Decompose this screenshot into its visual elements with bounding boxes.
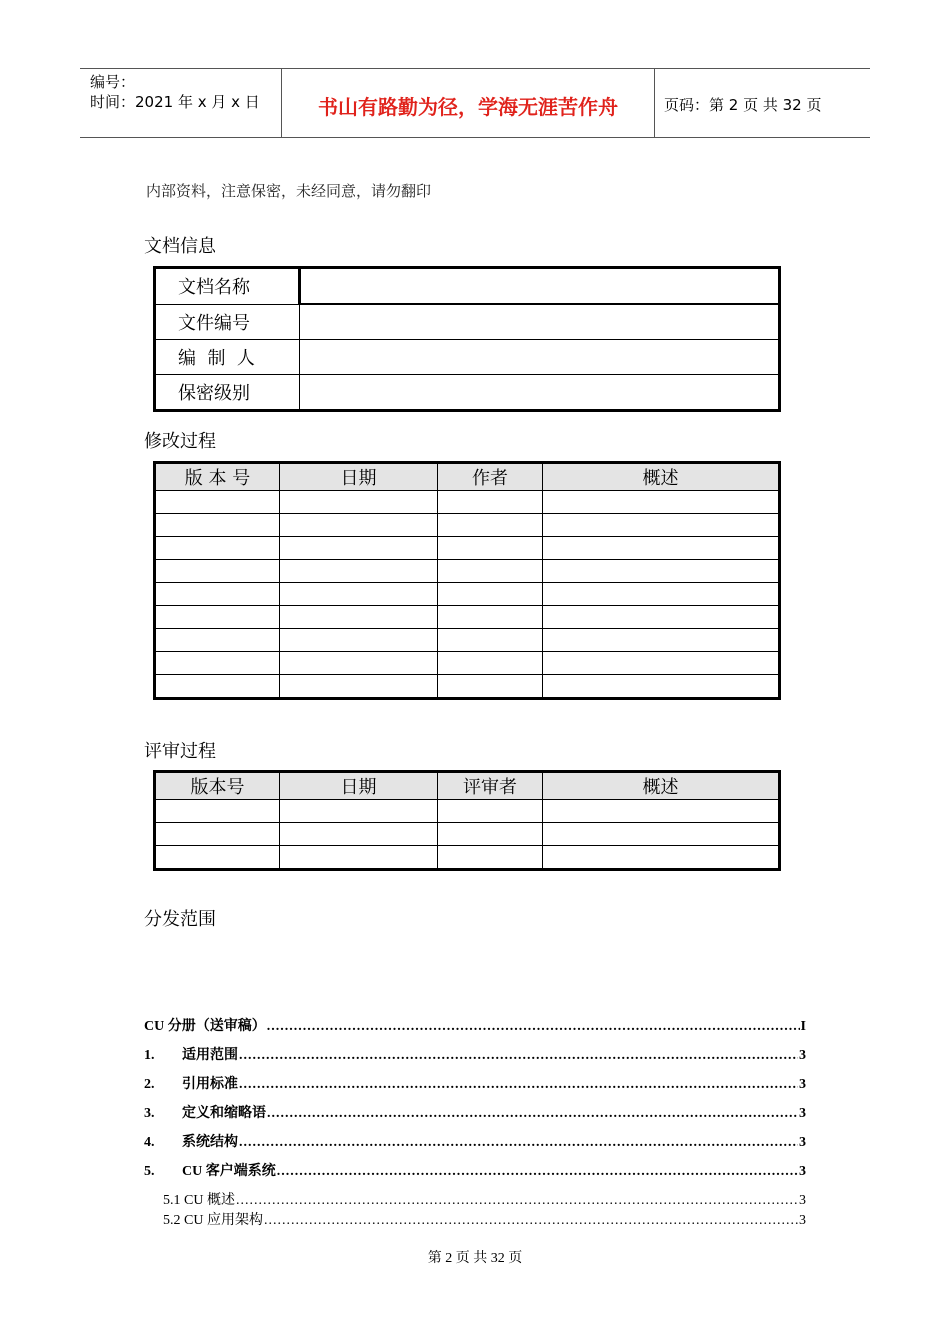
- table-row: [155, 491, 780, 514]
- toc-entry-page: 3: [799, 1164, 806, 1179]
- toc-entry-page: 3: [799, 1106, 806, 1121]
- toc-leader: [239, 1077, 798, 1093]
- toc-entry-page: I: [800, 1019, 806, 1034]
- revision-title: 修改过程: [144, 431, 216, 452]
- file-number-value: [300, 304, 780, 340]
- doc-info-table: [153, 266, 781, 412]
- security-level-label: 保密级别: [155, 375, 300, 411]
- toc-entry-number: 5.: [144, 1164, 155, 1179]
- header-motto-cell: [281, 69, 655, 137]
- header-page-cell: [654, 69, 870, 137]
- table-row: [155, 823, 780, 846]
- toc-entry-page: 3: [799, 1135, 806, 1150]
- toc-leader: [239, 1048, 798, 1064]
- page-header: [80, 68, 870, 138]
- toc-entry-page: 3: [799, 1193, 806, 1208]
- col-author: 作者: [438, 463, 543, 491]
- toc-entry-number: 2.: [144, 1077, 155, 1092]
- table-row: [155, 304, 780, 340]
- toc-entry-number: 4.: [144, 1135, 155, 1150]
- col-date: 日期: [280, 772, 438, 800]
- toc-entry-text: CU 客户端系统: [182, 1164, 276, 1179]
- table-row: [155, 629, 780, 652]
- confidential-notice: 内部资料，注意保密，未经同意，请勿翻印: [146, 182, 432, 200]
- toc-leader: [267, 1106, 798, 1122]
- col-summary: 概述: [543, 772, 780, 800]
- header-meta: [80, 69, 280, 137]
- table-row: [155, 375, 780, 411]
- toc-entry[interactable]: [144, 1131, 806, 1151]
- table-row: [155, 340, 780, 375]
- toc-leader: [277, 1164, 798, 1180]
- time-label: 时间：2021 年 x 月 x 日: [90, 93, 260, 111]
- toc-entry-page: 3: [799, 1213, 806, 1228]
- col-version: 版本号: [155, 772, 280, 800]
- table-row: [155, 537, 780, 560]
- review-table: [153, 770, 781, 871]
- col-date: 日期: [280, 463, 438, 491]
- table-row: [155, 652, 780, 675]
- distribution-title: 分发范围: [144, 909, 216, 930]
- toc-entry-number: 3.: [144, 1106, 155, 1121]
- table-row: [155, 846, 780, 870]
- toc-entry[interactable]: [144, 1160, 806, 1180]
- toc-entry-text: 引用标准: [182, 1077, 238, 1092]
- doc-name-value: [300, 268, 780, 305]
- table-row: [155, 560, 780, 583]
- page-footer: 第 2 页 共 32 页: [427, 1251, 523, 1266]
- toc-leader: [236, 1193, 798, 1209]
- toc-entry-text: 适用范围: [182, 1048, 238, 1063]
- doc-name-label: 文档名称: [155, 268, 300, 305]
- toc-entry-text: 5.2 CU 应用架构: [163, 1213, 263, 1228]
- review-title: 评审过程: [144, 741, 216, 762]
- revision-rows: [155, 491, 780, 699]
- toc-entry[interactable]: [163, 1189, 806, 1209]
- toc-entry-number: 1.: [144, 1048, 155, 1063]
- table-row: [155, 800, 780, 823]
- toc-entry[interactable]: [163, 1209, 806, 1229]
- toc-entry[interactable]: [144, 1044, 806, 1064]
- toc-entry-page: 3: [799, 1048, 806, 1063]
- toc-entry-text: CU 分册（送审稿）: [144, 1019, 266, 1034]
- motto: 书山有路勤为径，学海无涯苦作舟: [318, 95, 618, 119]
- col-version: 版 本 号: [155, 463, 280, 491]
- toc-entry-page: 3: [799, 1077, 806, 1092]
- doc-info-title: 文档信息: [144, 236, 216, 257]
- toc-entry[interactable]: [144, 1102, 806, 1122]
- table-header-row: [155, 463, 780, 491]
- col-reviewer: 评审者: [438, 772, 543, 800]
- revision-table: [153, 461, 781, 700]
- toc-entry-text: 5.1 CU 概述: [163, 1193, 235, 1208]
- toc-entry-text: 系统结构: [182, 1135, 238, 1150]
- author-value: [300, 340, 780, 375]
- table-row: [155, 268, 780, 305]
- serial-label: 编号：: [90, 73, 136, 91]
- toc-leader: [264, 1213, 798, 1229]
- table-row: [155, 606, 780, 629]
- table-row: [155, 514, 780, 537]
- author-label: 编 制 人: [155, 340, 300, 375]
- toc-entry[interactable]: [144, 1073, 806, 1093]
- table-row: [155, 583, 780, 606]
- file-number-label: 文件编号: [155, 304, 300, 340]
- toc-leader: [239, 1135, 798, 1151]
- toc-leader: [267, 1019, 800, 1035]
- table-header-row: [155, 772, 780, 800]
- table-row: [155, 675, 780, 699]
- toc-entry[interactable]: [144, 1015, 806, 1035]
- col-summary: 概述: [543, 463, 780, 491]
- page-label: 页码：第 2 页 共 32 页: [664, 96, 822, 114]
- toc-entry-text: 定义和缩略语: [182, 1106, 266, 1121]
- security-level-value: [300, 375, 780, 411]
